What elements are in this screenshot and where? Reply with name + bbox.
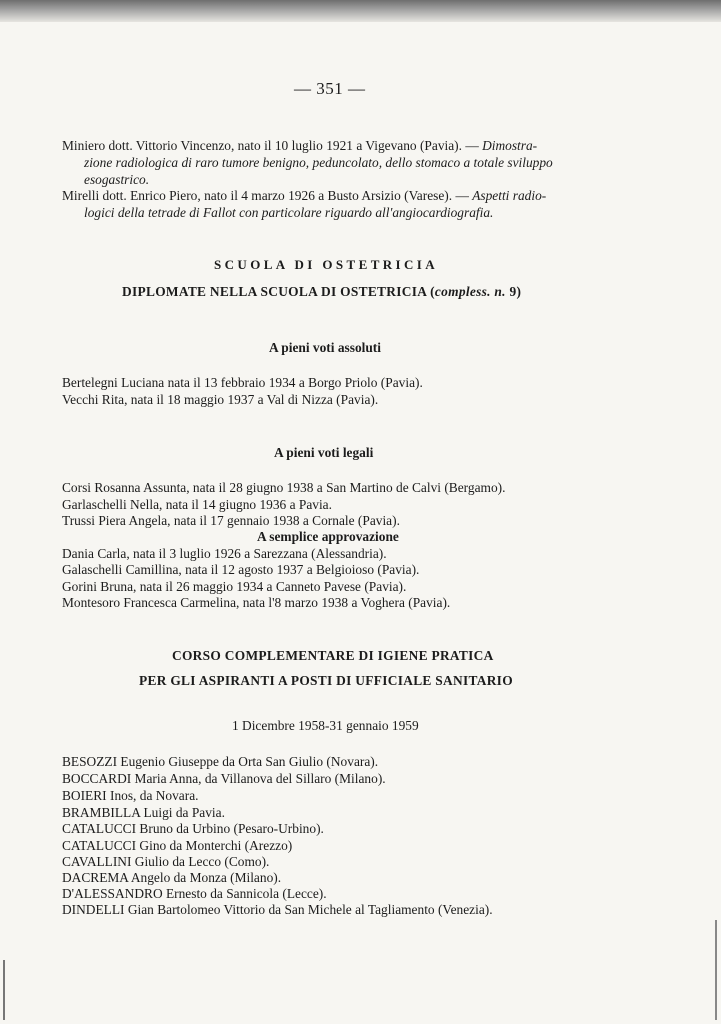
list-item: Vecchi Rita, nata il 18 maggio 1937 a Val di Nizza (Pavia). — [62, 392, 379, 407]
student-row: BRAMBILLA Luigi da Pavia. — [62, 805, 225, 820]
entry-miniero-thesis: esogastrico. — [84, 172, 150, 187]
student-row: CATALUCCI Bruno da Urbino (Pesaro-Urbino). — [62, 821, 324, 836]
list-item: Montesoro Francesca Carmelina, nata l'8 marzo 1938 a Voghera (Pavia). — [62, 595, 451, 610]
scan-left-edge-mark — [3, 960, 5, 1020]
list-item: Corsi Rosanna Assunta, nata il 28 giugno 1938 a San Martino de Calvi (Bergamo). — [62, 480, 506, 495]
scan-right-edge-mark — [715, 920, 717, 1020]
student-row: CAVALLINI Giulio da Lecco (Como). — [62, 854, 270, 869]
student-row: BOIERI Inos, da Novara. — [62, 788, 199, 803]
entry-miniero: Miniero dott. Vittorio Vincenzo, nato il 10 luglio 1921 a Vigevano (Pavia). — Dimostra- — [62, 138, 538, 153]
student-row: DINDELLI Gian Bartolomeo Vittorio da San Michele al Tagliamento (Venezia). — [62, 902, 493, 917]
entry-mirelli: Mirelli dott. Enrico Piero, nato il 4 marzo 1926 a Busto Arsizio (Varese). — Aspetti radio- — [62, 188, 547, 203]
section-subtitle-obstetrics: DIPLOMATE NELLA SCUOLA DI OSTETRICIA (compless. n. 9) — [122, 284, 522, 299]
student-row: BESOZZI Eugenio Giuseppe da Orta San Giulio (Novara). — [62, 754, 379, 769]
list-item: Gorini Bruna, nata il 26 maggio 1934 a Canneto Pavese (Pavia). — [62, 579, 407, 594]
section-title-obstetrics: SCUOLA DI OSTETRICIA — [214, 257, 439, 272]
scan-top-shadow — [0, 0, 721, 22]
student-row: CATALUCCI Gino da Monterchi (Arezzo) — [62, 838, 293, 853]
section-subtitle-course: PER GLI ASPIRANTI A POSTI DI UFFICIALE SANITARIO — [139, 673, 513, 688]
student-row: DACREMA Angelo da Monza (Milano). — [62, 870, 282, 885]
list-item: Garlaschelli Nella, nata il 14 giugno 1936 a Pavia. — [62, 497, 332, 512]
section-title-course: CORSO COMPLEMENTARE DI IGIENE PRATICA — [172, 648, 494, 663]
page-number: — 351 — — [294, 79, 366, 98]
entry-mirelli-thesis: logici della tetrade di Fallot con particolare riguardo all'angiocardiografia. — [84, 205, 494, 220]
list-item: Bertelegni Luciana nata il 13 febbraio 1934 a Borgo Priolo (Pavia). — [62, 375, 423, 390]
course-dates: 1 Dicembre 1958-31 gennaio 1959 — [232, 718, 419, 733]
entry-miniero-thesis: zione radiologica di raro tumore benigno, peduncolato, dello stomaco a totale sviluppo — [84, 155, 553, 170]
group-heading-simple-approval: A semplice approvazione — [257, 529, 399, 544]
list-item: Dania Carla, nata il 3 luglio 1926 a Sarezzana (Alessandria). — [62, 546, 387, 561]
list-item: Trussi Piera Angela, nata il 17 gennaio 1938 a Cornale (Pavia). — [62, 513, 400, 528]
group-heading-full-marks: A pieni voti assoluti — [269, 340, 381, 355]
list-item: Galaschelli Camillina, nata il 12 agosto 1937 a Belgioioso (Pavia). — [62, 562, 420, 577]
group-heading-legal-marks: A pieni voti legali — [274, 445, 374, 460]
student-row: BOCCARDI Maria Anna, da Villanova del Sillaro (Milano). — [62, 771, 386, 786]
student-row: D'ALESSANDRO Ernesto da Sannicola (Lecce). — [62, 886, 327, 901]
